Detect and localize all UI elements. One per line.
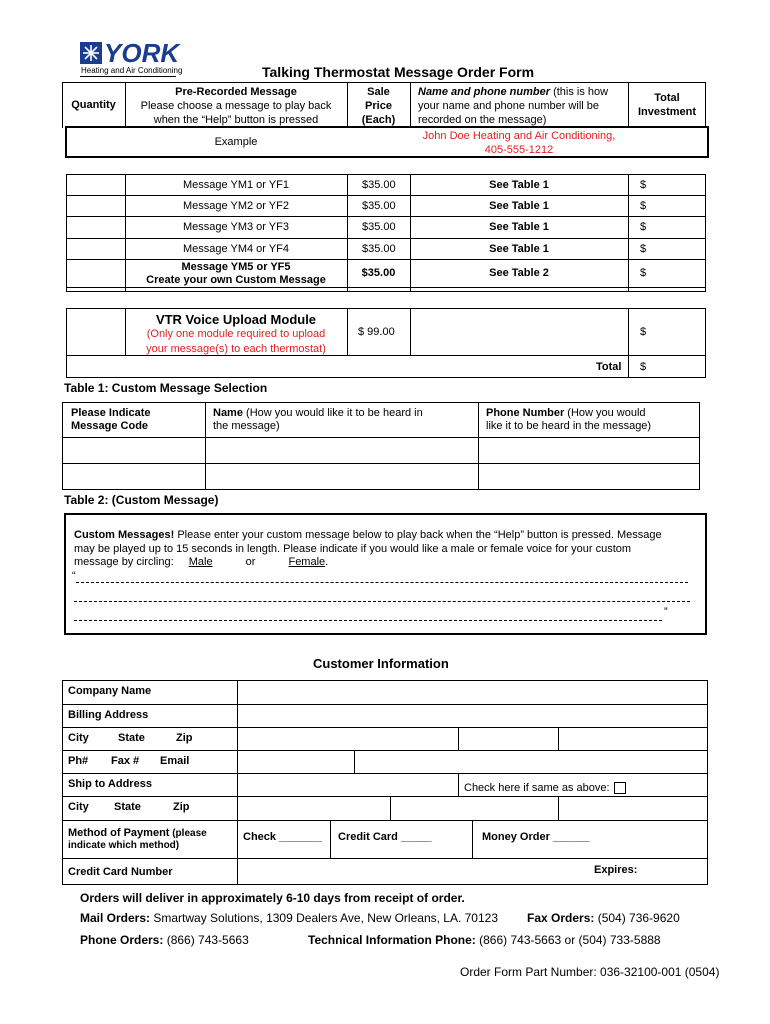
- expires-label: Expires:: [594, 864, 638, 876]
- ship-zip-label: Zip: [173, 801, 190, 813]
- billing-zip-input[interactable]: [559, 728, 707, 749]
- billing-address-input[interactable]: [238, 705, 707, 726]
- billing-zip-label: Zip: [176, 732, 193, 744]
- example-name-phone: John Doe Heating and Air Conditioning, 405-555-1212: [422, 130, 616, 156]
- york-snowflake-icon: [80, 42, 102, 64]
- payment-credit-card-option[interactable]: Credit Card _____: [338, 831, 432, 843]
- order-price: $35.00: [362, 178, 396, 191]
- table1-input-name-2[interactable]: [206, 464, 477, 489]
- order-message-label: Message YM3 or YF3: [183, 221, 289, 233]
- table1-input-phone-2[interactable]: [479, 464, 699, 489]
- order-price: $35.00: [362, 242, 396, 255]
- order-message-label: Message YM4 or YF4: [183, 242, 289, 255]
- billing-state-label: State: [118, 732, 145, 744]
- payment-money-order-option[interactable]: Money Order ______: [482, 831, 590, 843]
- ship-address-input[interactable]: [238, 774, 457, 795]
- vtr-price: $ 99.00: [358, 326, 395, 338]
- header-name-phone: Name and phone number (this is how your name and phone number will be recorded on the message): [418, 86, 609, 126]
- customer-info-title: Customer Information: [313, 656, 449, 671]
- header-total-investment: Total Investment: [637, 92, 697, 118]
- order-see-table: See Table 1: [489, 242, 549, 255]
- billing-state-input[interactable]: [459, 728, 557, 749]
- custom-message-line-1[interactable]: [76, 582, 688, 583]
- male-option[interactable]: Male: [188, 556, 213, 568]
- billing-city-input[interactable]: [238, 728, 457, 749]
- order-message-label: Message YM1 or YF1: [183, 178, 289, 191]
- table1-input-code-1[interactable]: [63, 438, 204, 462]
- ship-state-input[interactable]: [391, 797, 557, 819]
- vtr-investment[interactable]: $: [640, 326, 647, 338]
- phone-label: Ph#: [68, 755, 89, 767]
- mail-orders: Mail Orders: Smartway Solutions, 1309 Dealers Ave, New Orleans, LA. 70123: [80, 911, 498, 925]
- york-logo: [80, 38, 183, 78]
- table1-title: Table 1: Custom Message Selection: [64, 381, 268, 395]
- open-quote: “: [72, 570, 76, 582]
- total-label: Total: [596, 361, 622, 373]
- order-quantity-input[interactable]: [67, 239, 124, 259]
- total-value[interactable]: $: [640, 361, 647, 373]
- form-title: Talking Thermostat Message Order Form: [262, 64, 535, 80]
- ship-state-label: State: [114, 801, 141, 813]
- order-price: $35.00: [362, 221, 396, 233]
- ship-city-label: City: [68, 801, 89, 813]
- order-price: $35.00: [362, 199, 396, 212]
- technical-phone: Technical Information Phone: (866) 743-5663 or (504) 733-5888: [308, 933, 661, 947]
- company-name-label: Company Name: [68, 685, 152, 697]
- fax-orders: Fax Orders: (504) 736-9620: [527, 911, 680, 925]
- order-see-table: See Table 1: [489, 178, 549, 191]
- order-quantity-input[interactable]: [67, 217, 124, 238]
- order-investment[interactable]: $: [640, 221, 647, 233]
- custom-message-row-label: Message YM5 or YF5 Create your own Custom Message: [146, 261, 326, 286]
- order-quantity-input[interactable]: [67, 196, 124, 216]
- same-as-above-checkbox[interactable]: [614, 782, 626, 794]
- phone-orders: Phone Orders: (866) 743-5663: [80, 933, 249, 947]
- table1-col-phone: Phone Number (How you would like it to be heard in the message): [486, 407, 652, 432]
- table1-col-name: Name (How you would like it to be heard in the message): [213, 407, 423, 432]
- fax-email-input[interactable]: [355, 751, 707, 772]
- custom-row-see: See Table 2: [489, 267, 549, 279]
- order-investment[interactable]: $: [640, 242, 647, 255]
- table2-title: Table 2: (Custom Message): [64, 493, 219, 507]
- company-name-input[interactable]: [238, 681, 707, 703]
- table1-input-code-2[interactable]: [63, 464, 204, 489]
- ship-address-label: Ship to Address: [68, 778, 152, 790]
- table1-input-name-1[interactable]: [206, 438, 477, 462]
- order-investment[interactable]: $: [640, 178, 647, 191]
- fax-label: Fax #: [111, 755, 140, 767]
- header-quantity: Quantity: [71, 99, 116, 111]
- billing-address-label: Billing Address: [68, 709, 149, 721]
- york-tagline: Heating and Air Conditioning: [81, 66, 183, 75]
- custom-row-price: $35.00: [361, 267, 396, 279]
- credit-card-number-input[interactable]: [238, 859, 588, 884]
- billing-city-label: City: [68, 732, 89, 744]
- order-see-table: See Table 1: [489, 221, 549, 233]
- custom-message-line-3[interactable]: [74, 620, 662, 621]
- ship-zip-input[interactable]: [559, 797, 707, 819]
- phone-input[interactable]: [238, 751, 353, 772]
- order-message-label: Message YM2 or YF2: [183, 199, 289, 212]
- order-quantity-input[interactable]: [67, 175, 124, 195]
- payment-method-label: Method of Payment (please indicate which method): [68, 827, 207, 851]
- table1-col-code: Please Indicate Message Code: [71, 407, 151, 432]
- close-quote: ”: [664, 606, 668, 618]
- order-see-table: See Table 1: [489, 199, 549, 212]
- order-investment[interactable]: $: [640, 199, 647, 212]
- part-number: Order Form Part Number: 036-32100-001 (0504): [460, 965, 720, 979]
- table1-input-phone-1[interactable]: [479, 438, 699, 462]
- custom-message-line-2[interactable]: [74, 601, 690, 602]
- ship-city-input[interactable]: [238, 797, 389, 819]
- custom-message-instructions: Custom Messages! Please enter your custom message below to play back when the “Help” button is pressed. Message may be played up to 15 seconds in length. Please indicate if you would like a male or female voice for your custom message by circling: Male or Female.: [74, 529, 662, 568]
- vtr-module: VTR Voice Upload Module (Only one module required to upload your message(s) to each thermostat): [146, 312, 326, 355]
- custom-row-investment[interactable]: $: [640, 267, 647, 279]
- payment-check-option[interactable]: Check _______: [243, 831, 322, 843]
- credit-card-number-label: Credit Card Number: [68, 866, 173, 878]
- delivery-notice: Orders will deliver in approximately 6-10 days from receipt of order.: [80, 891, 465, 905]
- header-prerecorded: Pre-Recorded Message Please choose a message to play back when the “Help” button is pressed: [140, 86, 332, 126]
- example-label: Example: [214, 136, 258, 148]
- york-brand-text: YORK: [104, 38, 180, 68]
- email-label: Email: [160, 755, 190, 767]
- same-as-above: Check here if same as above:: [464, 782, 626, 794]
- female-option[interactable]: Female: [288, 556, 326, 568]
- header-sale-price: Sale Price (Each): [361, 86, 396, 126]
